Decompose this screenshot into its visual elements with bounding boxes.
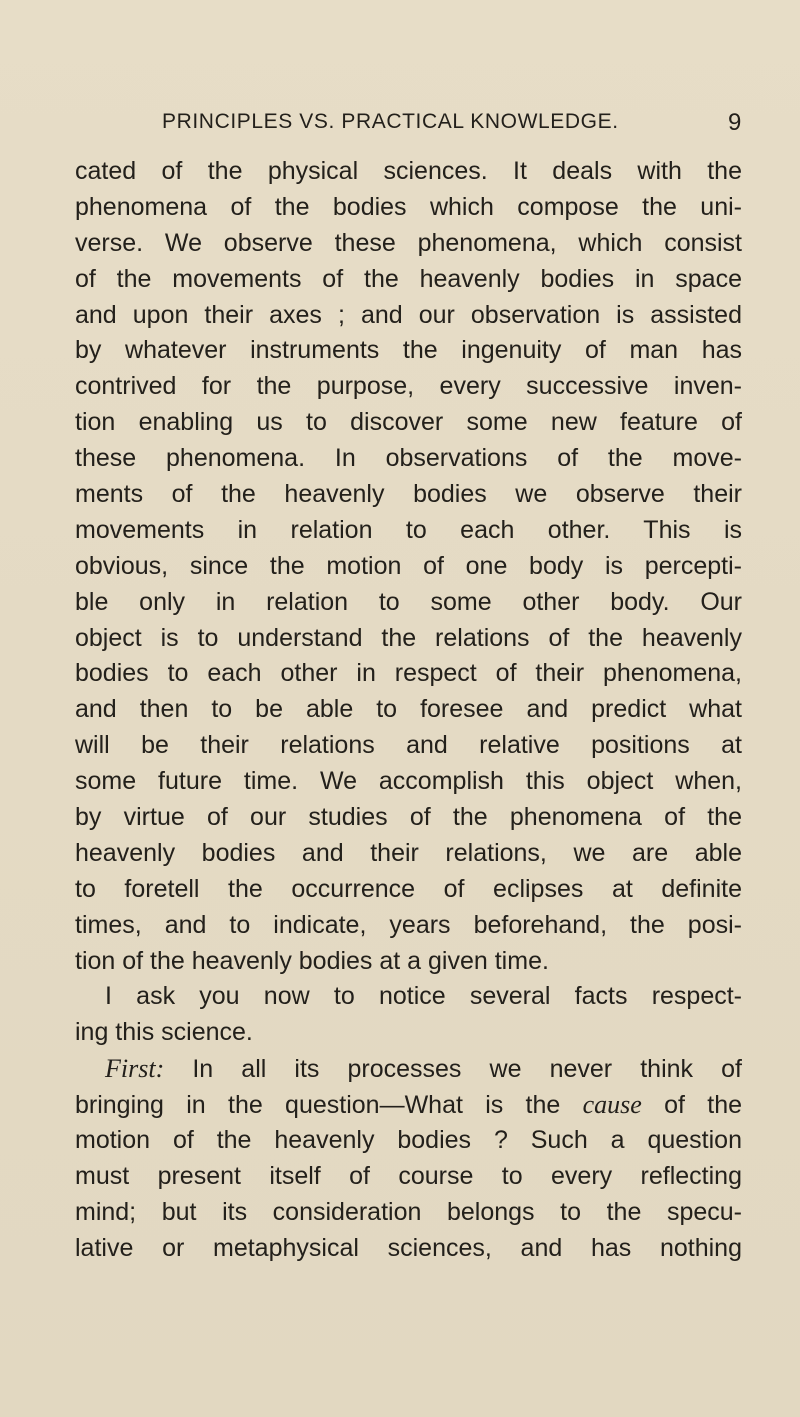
text-line: tion of the heavenly bodies at a given time.	[75, 946, 549, 975]
text-line: heavenly bodies and their relations, we are able	[75, 838, 742, 867]
text-line: contrived for the purpose, every successive inven-	[75, 372, 742, 401]
body-text	[75, 154, 742, 1267]
paragraph-2-line: ing this science.	[75, 1018, 253, 1047]
paragraph-3-line: lative or metaphysical sciences, and has nothing	[75, 1233, 742, 1262]
cause-italic: cause	[582, 1090, 642, 1120]
paragraph-3-text: bringing in the question—What is the	[75, 1091, 583, 1120]
text-line: some future time. We accomplish this object when,	[75, 767, 742, 796]
paragraph-3-text: In all its processes we never think of	[164, 1055, 742, 1084]
paragraph-2-line: I ask you now to notice several facts respect-	[105, 982, 742, 1011]
text-line: to foretell the occurrence of eclipses at definite	[75, 874, 742, 903]
paragraph-3-line: must present itself of course to every reflecting	[75, 1161, 742, 1190]
running-title: PRINCIPLES VS. PRACTICAL KNOWLEDGE.	[162, 110, 619, 133]
text-line: and then to be able to foresee and predict what	[75, 695, 742, 724]
text-line: cated of the physical sciences. It deals with the	[75, 157, 742, 185]
paragraph-3-line: mind; but its consideration belongs to the specu-	[75, 1197, 742, 1226]
running-header	[162, 106, 742, 138]
text-line: bodies to each other in respect of their phenomena,	[75, 659, 742, 688]
text-line: will be their relations and relative positions at	[75, 731, 742, 760]
text-line: by whatever instruments the ingenuity of man has	[75, 336, 742, 365]
text-line: of the movements of the heavenly bodies in space	[75, 264, 742, 293]
text-line: these phenomena. In observations of the move-	[75, 444, 742, 473]
text-line: by virtue of our studies of the phenomena of the	[75, 803, 742, 832]
text-line: verse. We observe these phenomena, which consist	[75, 228, 742, 257]
text-line: and upon their axes ; and our observation is assisted	[75, 300, 742, 329]
text-line: movements in relation to each other. This is	[75, 515, 742, 544]
text-line: object is to understand the relations of the heavenly	[75, 623, 742, 652]
text-line: phenomena of the bodies which compose the uni-	[75, 192, 742, 221]
text-line: ments of the heavenly bodies we observe their	[75, 480, 742, 509]
text-line: obvious, since the motion of one body is percepti-	[75, 551, 742, 580]
text-line: tion enabling us to discover some new feature of	[75, 408, 742, 437]
paragraph-3-line	[75, 1051, 742, 1087]
paragraph-3-line	[75, 1087, 742, 1123]
paragraph-3-text: of the	[641, 1091, 743, 1120]
text-line: times, and to indicate, years beforehand, the posi-	[75, 910, 742, 939]
text-line: ble only in relation to some other body. Our	[75, 587, 742, 616]
first-lead-in: First:	[105, 1054, 165, 1084]
page-number: 9	[728, 109, 742, 136]
paragraph-3-line: motion of the heavenly bodies ? Such a question	[75, 1126, 742, 1155]
